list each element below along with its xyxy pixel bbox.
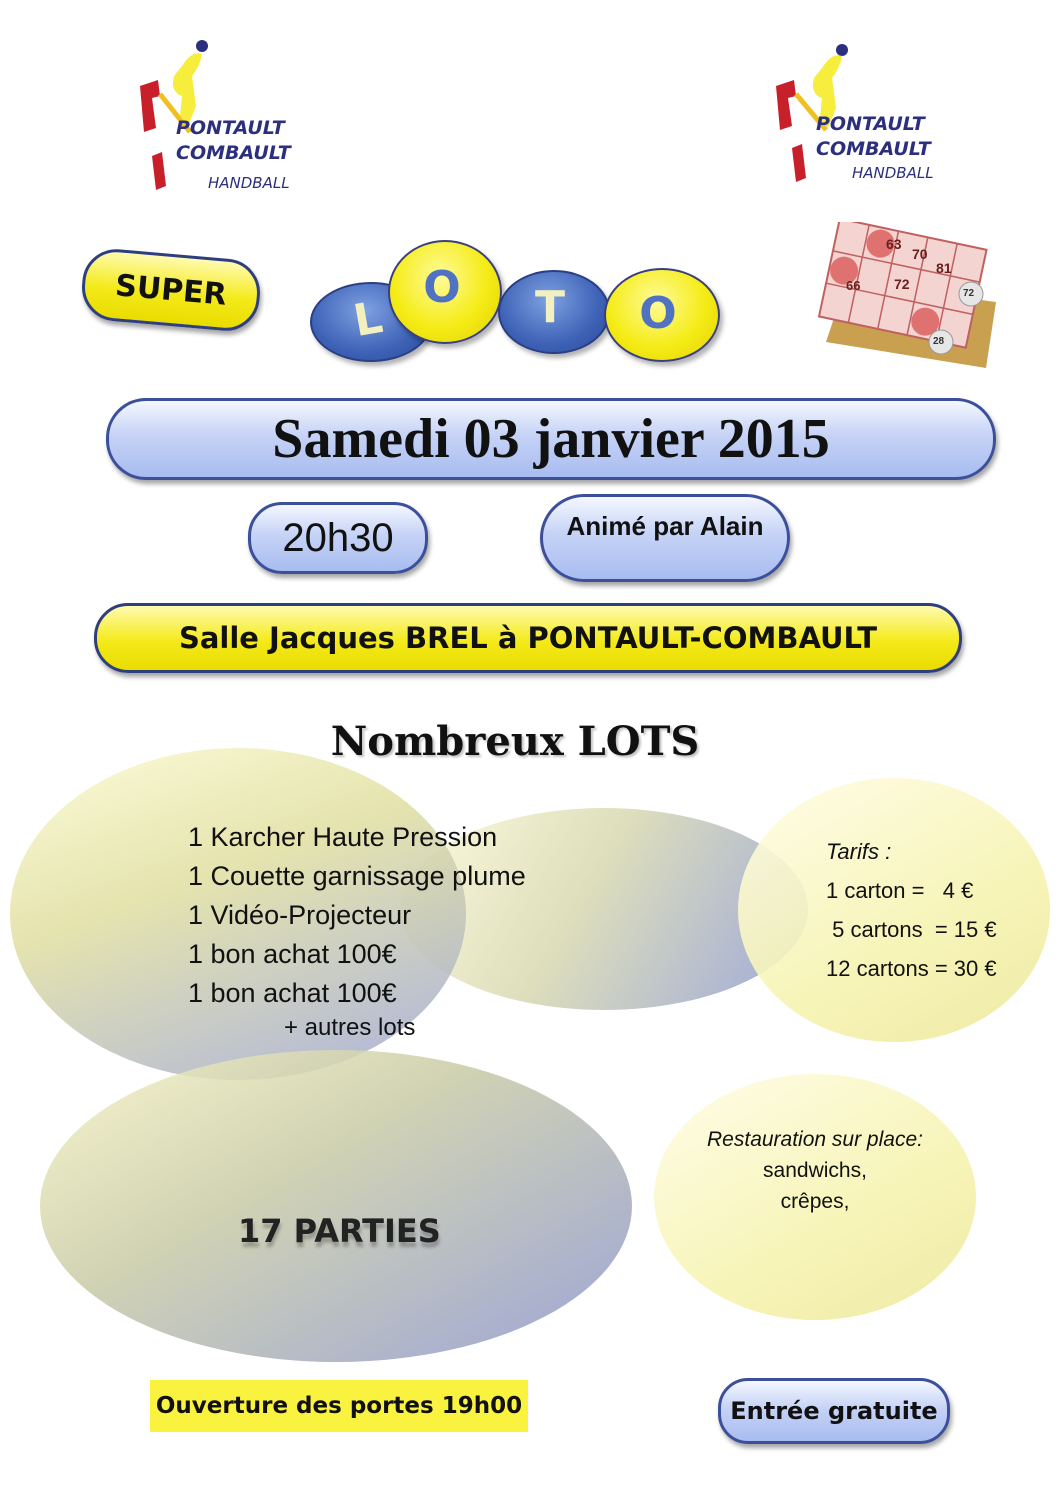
super-badge: SUPER	[79, 246, 263, 333]
bingo-number: 72	[963, 288, 975, 299]
restauration	[660, 1124, 970, 1217]
bingo-number: 66	[846, 278, 861, 293]
loto-letter-o1: O	[423, 262, 461, 313]
prize-item: 1 bon achat 100€	[188, 939, 397, 969]
prizes-title: Nombreux LOTS	[330, 718, 700, 765]
tarifs-title: Tarifs :	[826, 839, 892, 864]
prize-item: 1 Vidéo-Projecteur	[188, 900, 412, 930]
restauration-title: Restauration sur place:	[707, 1128, 923, 1151]
doors-opening: Ouverture des portes 19h00	[150, 1380, 528, 1432]
prize-item: 1 bon achat 100€	[188, 978, 397, 1008]
logo-line-2: COMBAULT	[176, 142, 291, 164]
event-date: Samedi 03 janvier 2015	[106, 398, 996, 480]
prize-item: 1 Couette garnissage plume	[188, 861, 526, 891]
logo-line-1: PONTAULT	[816, 113, 925, 135]
bingo-number: 63	[886, 236, 902, 252]
bingo-number: 70	[912, 246, 928, 262]
restauration-item: sandwichs,	[763, 1159, 867, 1182]
tarifs	[826, 832, 997, 988]
loto-letter-l: L	[349, 291, 387, 348]
event-time: 20h30	[248, 502, 428, 574]
club-logo-left	[130, 36, 310, 206]
club-logo-right	[772, 40, 952, 210]
tarif-line: 5 cartons = 15 €	[826, 917, 997, 942]
bingo-number: 72	[894, 276, 910, 292]
tarif-line: 1 carton = 4 €	[826, 878, 974, 903]
parties-count: 17 PARTIES	[238, 1212, 441, 1250]
bingo-number: 81	[936, 260, 952, 276]
logo-line-3: HANDBALL	[852, 164, 934, 182]
loto-letter-t: T	[534, 282, 565, 333]
tarif-line: 12 cartons = 30 €	[826, 956, 997, 981]
logo-line-3: HANDBALL	[208, 174, 290, 192]
bingo-card-illustration	[806, 222, 996, 368]
prize-item: 1 Karcher Haute Pression	[188, 822, 498, 852]
logo-line-2: COMBAULT	[816, 138, 931, 160]
decor-ellipse	[40, 1050, 632, 1362]
loto-letter-o2: O	[639, 288, 677, 339]
bingo-number: 28	[933, 336, 945, 347]
free-entry-badge: Entrée gratuite	[718, 1378, 950, 1444]
event-venue: Salle Jacques BREL à PONTAULT-COMBAULT	[94, 603, 962, 673]
event-host: Animé par Alain	[540, 494, 790, 582]
prize-more: + autres lots	[284, 1014, 416, 1041]
restauration-item: crêpes,	[780, 1190, 850, 1213]
prizes-list	[188, 818, 526, 1013]
logo-line-1: PONTAULT	[176, 117, 285, 139]
